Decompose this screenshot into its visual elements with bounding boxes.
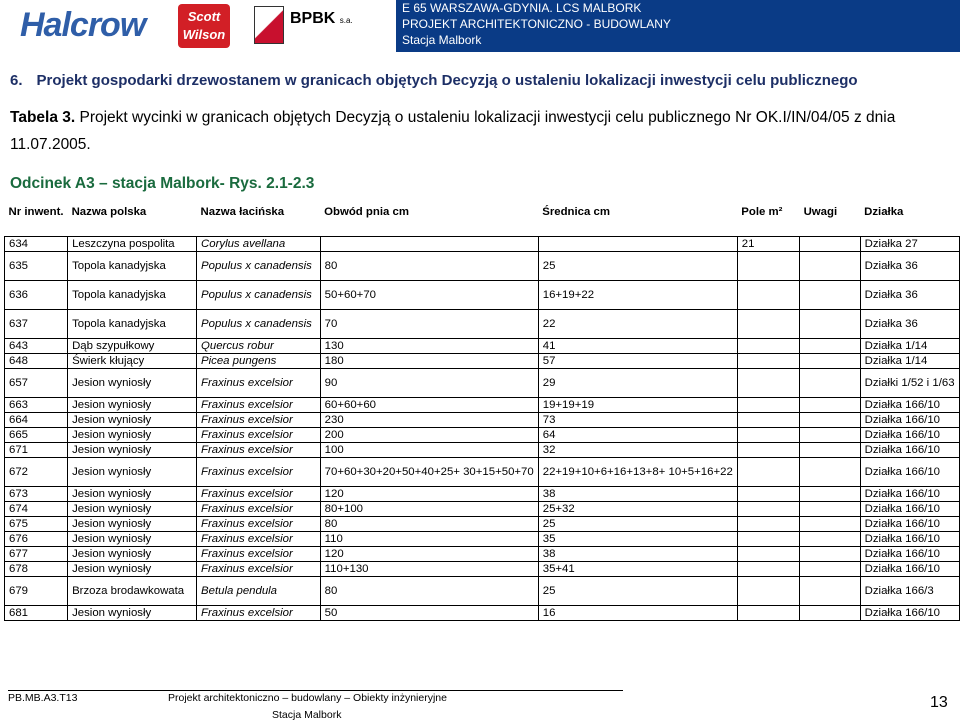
cell-latin-name: Fraxinus excelsior	[197, 502, 321, 517]
cell-girth: 50	[320, 606, 538, 621]
cell-area: 21	[737, 237, 799, 252]
cell-latin-name: Picea pungens	[197, 354, 321, 369]
bpbk-name: BPBK	[290, 10, 336, 27]
cell-girth: 200	[320, 428, 538, 443]
cell-nr: 663	[5, 398, 68, 413]
cell-diameter: 38	[538, 487, 737, 502]
cell-notes	[800, 517, 861, 532]
cell-notes	[800, 398, 861, 413]
cell-polish-name: Jesion wyniosły	[68, 532, 197, 547]
project-banner	[396, 0, 960, 52]
table-caption-label: Tabela 3.	[10, 109, 76, 126]
cell-latin-name: Fraxinus excelsior	[197, 487, 321, 502]
page-number: 13	[930, 694, 948, 711]
cell-nr: 648	[5, 354, 68, 369]
cell-polish-name: Jesion wyniosły	[68, 369, 197, 398]
cell-area	[737, 354, 799, 369]
cell-diameter: 38	[538, 547, 737, 562]
cell-girth: 230	[320, 413, 538, 428]
header-plot: Działka	[864, 206, 904, 218]
cell-diameter: 32	[538, 443, 737, 458]
footer-station: Stacja Malbork	[272, 709, 342, 721]
cell-polish-name: Dąb szypułkowy	[68, 339, 197, 354]
cell-polish-name: Jesion wyniosły	[68, 458, 197, 487]
cell-diameter: 25+32	[538, 502, 737, 517]
table-row	[5, 369, 960, 398]
cell-polish-name: Brzoza brodawkowata	[68, 577, 197, 606]
bpbk-logo-text	[290, 10, 353, 28]
cell-polish-name: Leszczyna pospolita	[68, 237, 197, 252]
page-header	[0, 0, 960, 52]
cell-latin-name: Fraxinus excelsior	[197, 428, 321, 443]
cell-polish-name: Jesion wyniosły	[68, 562, 197, 577]
banner-line-1: E 65 WARSZAWA-GDYNIA. LCS MALBORK	[402, 1, 642, 15]
cell-polish-name: Jesion wyniosły	[68, 547, 197, 562]
cell-nr: 635	[5, 252, 68, 281]
cell-notes	[800, 606, 861, 621]
cell-latin-name: Fraxinus excelsior	[197, 413, 321, 428]
cell-area	[737, 281, 799, 310]
cell-polish-name: Jesion wyniosły	[68, 517, 197, 532]
cell-notes	[800, 502, 861, 517]
table-row	[5, 562, 960, 577]
cell-polish-name: Jesion wyniosły	[68, 398, 197, 413]
cell-diameter: 64	[538, 428, 737, 443]
table-row	[5, 354, 960, 369]
cell-latin-name: Corylus avellana	[197, 237, 321, 252]
cell-area	[737, 252, 799, 281]
cell-latin-name: Fraxinus excelsior	[197, 458, 321, 487]
cell-plot: Działka 36	[860, 252, 959, 281]
cell-diameter: 73	[538, 413, 737, 428]
cell-latin-name: Betula pendula	[197, 577, 321, 606]
cell-polish-name: Topola kanadyjska	[68, 310, 197, 339]
cell-nr: 678	[5, 562, 68, 577]
cell-polish-name: Jesion wyniosły	[68, 487, 197, 502]
cell-polish-name: Jesion wyniosły	[68, 606, 197, 621]
cell-latin-name: Fraxinus excelsior	[197, 606, 321, 621]
cell-area	[737, 310, 799, 339]
cell-polish-name: Jesion wyniosły	[68, 413, 197, 428]
cell-plot: Działka 166/10	[860, 487, 959, 502]
header-area: Pole m²	[741, 206, 783, 218]
cell-notes	[800, 547, 861, 562]
cell-girth: 80+100	[320, 502, 538, 517]
cell-latin-name: Fraxinus excelsior	[197, 517, 321, 532]
table-row	[5, 398, 960, 413]
cell-girth: 110+130	[320, 562, 538, 577]
cell-area	[737, 428, 799, 443]
cell-polish-name: Świerk kłujący	[68, 354, 197, 369]
cell-plot: Działka 166/10	[860, 562, 959, 577]
cell-area	[737, 443, 799, 458]
banner-line-3: Stacja Malbork	[402, 33, 482, 47]
cell-nr: 674	[5, 502, 68, 517]
cell-nr: 672	[5, 458, 68, 487]
cell-girth: 80	[320, 252, 538, 281]
table-row	[5, 281, 960, 310]
cell-plot: Działka 1/14	[860, 339, 959, 354]
section-title	[10, 72, 858, 89]
cell-nr: 636	[5, 281, 68, 310]
cell-girth: 80	[320, 577, 538, 606]
cell-nr: 675	[5, 517, 68, 532]
cell-girth: 70+60+30+20+50+40+25+ 30+15+50+70	[320, 458, 538, 487]
cell-diameter: 35+41	[538, 562, 737, 577]
cell-nr: 664	[5, 413, 68, 428]
cell-area	[737, 398, 799, 413]
cell-area	[737, 606, 799, 621]
table-row	[5, 547, 960, 562]
cell-nr: 637	[5, 310, 68, 339]
cell-plot: Działka 166/10	[860, 443, 959, 458]
cell-plot: Działka 166/10	[860, 458, 959, 487]
cell-nr: 634	[5, 237, 68, 252]
cell-area	[737, 413, 799, 428]
table-header-row	[5, 206, 960, 237]
footer-project-text: Projekt architektoniczno – budowlany – Obiekty inżynieryjne	[168, 692, 447, 704]
cell-notes	[800, 532, 861, 547]
cell-plot: Działka 1/14	[860, 354, 959, 369]
cell-latin-name: Populus x canadensis	[197, 281, 321, 310]
cell-nr: 677	[5, 547, 68, 562]
table-body	[5, 237, 960, 621]
cell-polish-name: Topola kanadyjska	[68, 252, 197, 281]
footer-document-code: PB.MB.A3.T13	[8, 692, 78, 704]
cell-area	[737, 517, 799, 532]
cell-plot: Działka 166/10	[860, 398, 959, 413]
cell-latin-name: Quercus robur	[197, 339, 321, 354]
header-diameter: Średnica cm	[542, 206, 610, 218]
table-caption	[10, 104, 950, 158]
cell-area	[737, 547, 799, 562]
cell-notes	[800, 428, 861, 443]
table-row	[5, 532, 960, 547]
cell-latin-name: Populus x canadensis	[197, 252, 321, 281]
cell-diameter: 25	[538, 517, 737, 532]
cell-diameter: 41	[538, 339, 737, 354]
cell-plot: Działka 27	[860, 237, 959, 252]
cell-notes	[800, 487, 861, 502]
cell-notes	[800, 413, 861, 428]
cell-diameter: 22	[538, 310, 737, 339]
cell-plot: Działka 166/10	[860, 606, 959, 621]
cell-girth: 120	[320, 547, 538, 562]
table-row	[5, 428, 960, 443]
cell-plot: Działka 166/3	[860, 577, 959, 606]
table-row	[5, 606, 960, 621]
table-row	[5, 237, 960, 252]
cell-area	[737, 487, 799, 502]
header-polish-name: Nazwa polska	[71, 206, 147, 218]
cell-polish-name: Jesion wyniosły	[68, 502, 197, 517]
cell-girth: 100	[320, 443, 538, 458]
cell-notes	[800, 339, 861, 354]
tree-table	[4, 206, 960, 621]
cell-nr: 681	[5, 606, 68, 621]
banner-line-2: PROJEKT ARCHITEKTONICZNO - BUDOWLANY	[402, 17, 671, 31]
table-row	[5, 517, 960, 532]
cell-latin-name: Fraxinus excelsior	[197, 547, 321, 562]
cell-notes	[800, 369, 861, 398]
cell-latin-name: Fraxinus excelsior	[197, 398, 321, 413]
cell-nr: 671	[5, 443, 68, 458]
cell-diameter: 25	[538, 577, 737, 606]
cell-diameter: 35	[538, 532, 737, 547]
halcrow-logo: Halcrow	[20, 6, 146, 44]
cell-latin-name: Fraxinus excelsior	[197, 369, 321, 398]
cell-nr: 673	[5, 487, 68, 502]
cell-area	[737, 458, 799, 487]
cell-plot: Działka 166/10	[860, 502, 959, 517]
scott-wilson-logo-line2: Wilson	[182, 27, 226, 42]
cell-area	[737, 577, 799, 606]
cell-diameter: 57	[538, 354, 737, 369]
cell-diameter: 19+19+19	[538, 398, 737, 413]
section-subtitle: Odcinek A3 – stacja Malbork- Rys. 2.1-2.3	[10, 175, 315, 192]
cell-plot: Działka 36	[860, 310, 959, 339]
cell-girth: 110	[320, 532, 538, 547]
cell-girth: 120	[320, 487, 538, 502]
cell-nr: 643	[5, 339, 68, 354]
cell-diameter: 22+19+10+6+16+13+8+ 10+5+16+22	[538, 458, 737, 487]
cell-girth: 180	[320, 354, 538, 369]
cell-notes	[800, 252, 861, 281]
cell-diameter: 29	[538, 369, 737, 398]
cell-notes	[800, 354, 861, 369]
table-row	[5, 487, 960, 502]
header-nr: Nr inwent.	[8, 206, 64, 218]
cell-diameter: 16+19+22	[538, 281, 737, 310]
scott-wilson-logo	[178, 4, 230, 48]
header-latin-name: Nazwa łacińska	[200, 206, 285, 218]
cell-notes	[800, 310, 861, 339]
cell-plot: Działka 36	[860, 281, 959, 310]
table-row	[5, 310, 960, 339]
scott-wilson-logo-line1: Scott	[187, 9, 221, 24]
cell-plot: Działka 166/10	[860, 547, 959, 562]
cell-nr: 679	[5, 577, 68, 606]
cell-notes	[800, 281, 861, 310]
cell-area	[737, 339, 799, 354]
cell-girth: 90	[320, 369, 538, 398]
cell-nr: 657	[5, 369, 68, 398]
table-row	[5, 252, 960, 281]
cell-notes	[800, 577, 861, 606]
cell-latin-name: Fraxinus excelsior	[197, 532, 321, 547]
cell-girth: 130	[320, 339, 538, 354]
cell-latin-name: Fraxinus excelsior	[197, 443, 321, 458]
cell-diameter	[538, 237, 737, 252]
cell-plot: Działka 166/10	[860, 517, 959, 532]
table-row	[5, 443, 960, 458]
cell-polish-name: Jesion wyniosły	[68, 428, 197, 443]
cell-plot: Działka 166/10	[860, 428, 959, 443]
cell-nr: 665	[5, 428, 68, 443]
cell-notes	[800, 458, 861, 487]
cell-girth: 70	[320, 310, 538, 339]
cell-diameter: 25	[538, 252, 737, 281]
header-notes: Uwagi	[803, 206, 838, 218]
cell-area	[737, 502, 799, 517]
table-row	[5, 413, 960, 428]
table-caption-text: Projekt wycinki w granicach objętych Decyzją o ustaleniu lokalizacji inwestycji celu publicznego Nr OK.I/IN/04/05 z dnia 11.07.2005.	[10, 109, 896, 153]
cell-plot: Działki 1/52 i 1/63	[860, 369, 959, 398]
cell-nr: 676	[5, 532, 68, 547]
cell-area	[737, 532, 799, 547]
cell-area	[737, 562, 799, 577]
bpbk-logo	[250, 2, 390, 50]
cell-polish-name: Jesion wyniosły	[68, 443, 197, 458]
bpbk-suffix: s.a.	[339, 16, 353, 25]
cell-girth: 80	[320, 517, 538, 532]
section-title-text: Projekt gospodarki drzewostanem w granicach objętych Decyzją o ustaleniu lokalizacji inwestycji celu publicznego	[36, 72, 858, 89]
cell-diameter: 16	[538, 606, 737, 621]
cell-girth	[320, 237, 538, 252]
cell-area	[737, 369, 799, 398]
table-row	[5, 339, 960, 354]
cell-polish-name: Topola kanadyjska	[68, 281, 197, 310]
cell-notes	[800, 562, 861, 577]
table-row	[5, 458, 960, 487]
cell-notes	[800, 443, 861, 458]
cell-plot: Działka 166/10	[860, 413, 959, 428]
cell-girth: 60+60+60	[320, 398, 538, 413]
section-number: 6.	[10, 72, 23, 89]
footer-divider	[8, 690, 623, 691]
cell-plot: Działka 166/10	[860, 532, 959, 547]
cell-girth: 50+60+70	[320, 281, 538, 310]
bpbk-emblem-icon	[254, 6, 284, 44]
cell-notes	[800, 237, 861, 252]
cell-latin-name: Fraxinus excelsior	[197, 562, 321, 577]
cell-latin-name: Populus x canadensis	[197, 310, 321, 339]
table-row	[5, 502, 960, 517]
table-row	[5, 577, 960, 606]
header-girth: Obwód pnia cm	[324, 206, 409, 218]
